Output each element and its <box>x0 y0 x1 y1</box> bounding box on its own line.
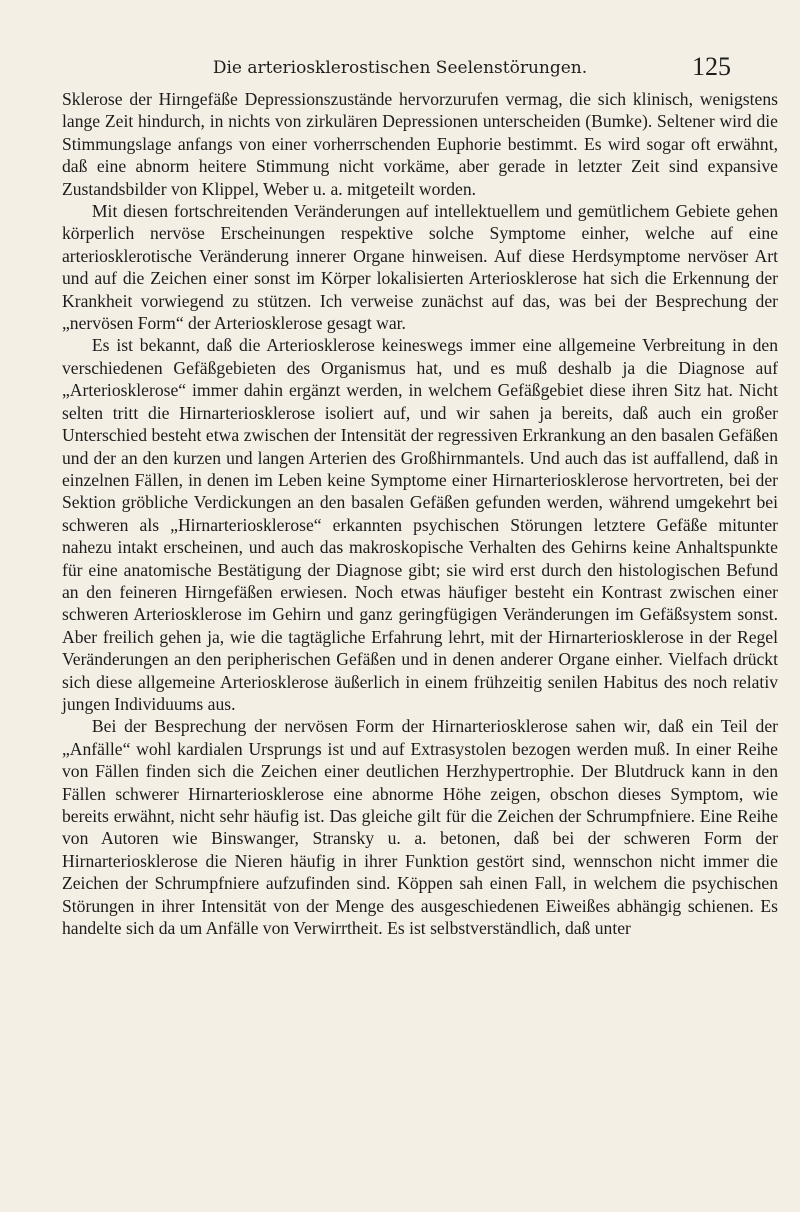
body-text <box>62 88 778 939</box>
paragraph: Es ist bekannt, daß die Arteriosklerose keineswegs immer eine allgemeine Verbreitung in den verschiedenen Gefäßgebieten des Organismus hat, und es muß deshalb ja die Diagnose auf „Arteriosklerose“ immer dahin ergänzt werden, in welchem Gefäßgebiet diese ihren Sitz hat. Nicht selten tritt die Hirnarteriosklerose isoliert auf, und wir sahen ja bereits, daß auch ein großer Unterschied besteht etwa zwischen der Intensität der regressiven Erkrankung an den basalen Gefäßen und der an den kurzen und langen Arterien des Großhirnmantels. Und auch das ist auffallend, daß in einzelnen Fällen, in denen im Leben keine Symptome einer Hirnarteriosklerose hervortreten, bei der Sektion gröbliche Verdickungen an den basalen Gefäßen gefunden werden, während umgekehrt bei schweren als „Hirnarteriosklerose“ erkannten psychischen Störungen letztere Gefäße mitunter nahezu intakt erscheinen, und auch das makroskopische Verhalten des Gehirns keine Anhaltspunkte für eine anatomische Bestätigung der Diagnose gibt; sie wird erst durch den histologischen Befund an den feineren Hirngefäßen erwiesen. Noch etwas häufiger besteht ein Kontrast zwischen einer schweren Arteriosklerose im Gehirn und ganz geringfügigen Veränderungen im Gefäßsystem sonst. Aber freilich gehen ja, wie die tagtägliche Erfahrung lehrt, mit der Hirnarteriosklerose in der Regel Veränderungen an den peripherischen Gefäßen und in denen anderer Organe einher. Vielfach drückt sich diese allgemeine Arteriosklerose äußerlich in einem frühzeitig senilen Habitus des noch relativ jungen Individuums aus. <box>62 335 778 714</box>
running-title: Die arteriosklerostischen Seelenstörungen. <box>212 58 588 78</box>
running-header <box>0 52 800 82</box>
page-number: 125 <box>692 52 731 81</box>
paragraph: Bei der Besprechung der nervösen Form der Hirnarteriosklerose sahen wir, daß ein Teil der „Anfälle“ wohl kardialen Ursprungs ist und auf Extrasystolen bezogen werden muß. In einer Reihe von Fällen finden sich die Zeichen einer deutlichen Herzhypertrophie. Der Blutdruck kann in den Fällen schwerer Hirnarteriosklerose eine abnorme Höhe zeigen, obschon dieses Symptom, wie bereits erwähnt, nicht sehr häufig ist. Das gleiche gilt für die Zeichen der Schrumpfniere. Eine Reihe von Autoren wie Binswanger, Stransky u. a. betonen, daß bei der schweren Form der Hirnarteriosklerose die Nieren häufig in ihrer Funktion gestört sind, wennschon nicht immer die Zeichen der Schrumpfniere aufzufinden sind. Köppen sah einen Fall, in welchem die psychischen Störungen in ihrer Intensität von der Menge des ausgeschiedenen Eiweißes abhängig schienen. Es handelte sich da um Anfälle von Verwirrtheit. Es ist selbstverständlich, daß unter <box>62 716 778 939</box>
paragraph: Mit diesen fortschreitenden Veränderungen auf intellektuellem und gemütlichem Gebiete gehen körperlich nervöse Erscheinungen respektive solche Symptome einher, welche auf eine arteriosklerotische Veränderung innerer Organe hinweisen. Auf diese Herdsymptome nervöser Art und auf die Zeichen einer sonst im Körper lokalisierten Arteriosklerose hat sich die Erkennung der Krankheit vorwiegend zu stützen. Ich verweise zunächst auf das, was bei der Besprechung der „nervösen Form“ der Arteriosklerose gesagt war. <box>62 201 778 334</box>
paragraph: Sklerose der Hirngefäße Depressionszustände hervorzurufen vermag, die sich klinisch, wenigstens lange Zeit hindurch, in nichts von zirkulären Depressionen unterscheiden (Bumke). Seltener wird die Stimmungslage anfangs von einer vorherrschenden Euphorie bestimmt. Es wird sogar oft erwähnt, daß eine abnorm heitere Stimmung nicht vorkäme, aber gerade in letzter Zeit sind expansive Zustandsbilder von Klippel, Weber u. a. mitgeteilt worden. <box>62 89 778 199</box>
